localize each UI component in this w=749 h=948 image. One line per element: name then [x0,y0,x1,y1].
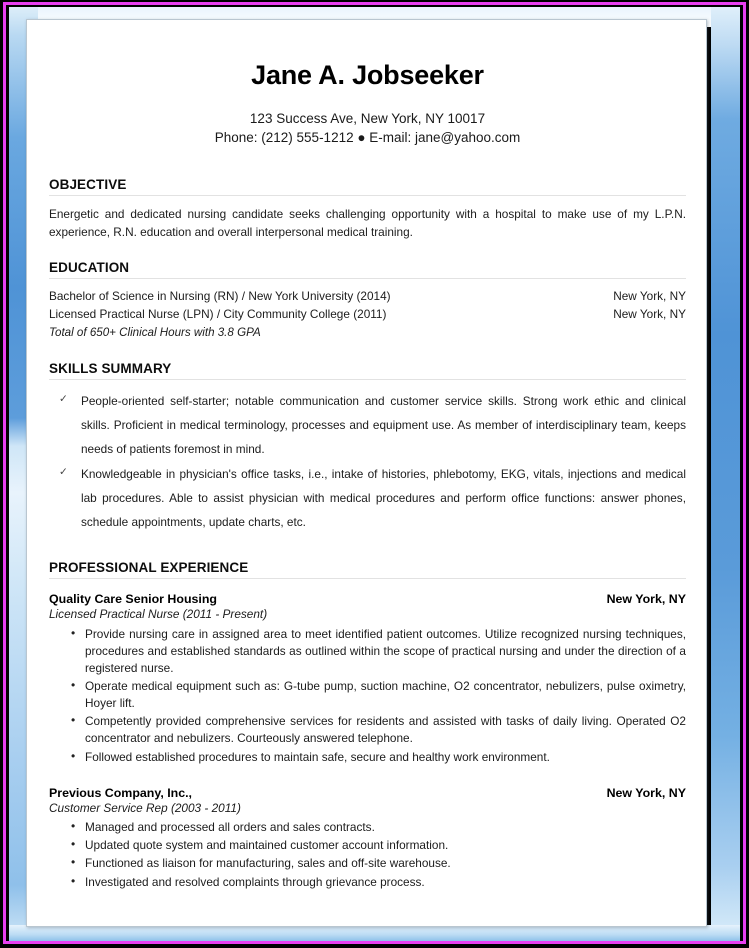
section-skills-summary [49,361,686,534]
check-icon: ✓ [59,465,68,478]
education-location: New York, NY [613,289,686,304]
frame-band-bottom [9,925,740,941]
skill-text: Knowledgeable in physician's office tasks, i.e., intake of histories, phlebotomy, EKG, vitals, injections and medical lab procedures. Able to assist physician with medical procedures and perform office functions: answer phones, schedule appointments, update charts, etc. [81,466,686,529]
job-company: Previous Company, Inc., [49,785,192,800]
education-location: New York, NY [613,307,686,322]
job-location: New York, NY [606,785,686,800]
duty-text: Provide nursing care in assigned area to meet identified patient outcomes. Utilize recognized nursing techniques, procedures and established standards as outlined within the scope of practical nursing and under the direction of a registered nurse. [85,626,686,676]
bullet-icon: • [71,625,76,640]
duty-text: Followed established procedures to maintain safe, secure and healthy work environment. [85,749,550,764]
job-company: Quality Care Senior Housing [49,592,217,607]
section-divider [49,379,686,380]
bullet-icon: • [71,819,76,834]
list-item [49,837,686,854]
duty-text: Operate medical equipment such as: G-tube pump, suction machine, O2 concentrator, nebulizers, pulse oximetry, Hoyer lift. [85,679,686,711]
bullet-icon: • [71,873,76,888]
candidate-name: Jane A. Jobseeker [251,60,484,90]
check-icon: ✓ [59,393,68,406]
duty-text: Functioned as liaison for manufacturing, sales and off-site warehouse. [85,856,451,871]
education-entry [49,306,686,324]
section-education [49,260,686,341]
list-item [49,626,686,677]
job-header [49,786,686,800]
section-divider [49,278,686,279]
resume-page [26,19,707,927]
education-degree: Bachelor of Science in Nursing (RN) / New York University (2014) [49,289,391,304]
list-item [49,389,686,462]
education-note: Total of 650+ Clinical Hours with 3.8 GPA [49,325,261,339]
section-heading-education: EDUCATION [49,260,130,276]
bullet-icon: • [71,678,76,693]
duty-text: Updated quote system and maintained customer account information. [85,838,449,853]
resume-content [27,20,707,927]
objective-paragraph: Energetic and dedicated nursing candidate seeks challenging opportunity with a hospital to make use of my L.P.N. experience, R.N. education and overall interpersonal medical training. [49,206,686,240]
skill-text: People-oriented self-starter; notable communication and customer service skills. Strong work ethic and clinical skills. Proficient in medical terminology, processes and equipment use. As member of interdisciplinary team, keeps needs of patients foremost in mind. [81,394,686,457]
bullet-icon: • [71,748,76,763]
frame-band-right [711,7,740,941]
duty-text: Investigated and resolved complaints through grievance process. [85,874,425,889]
bullet-icon: • [71,855,76,870]
bullet-icon: • [71,837,76,852]
job-location: New York, NY [606,592,686,607]
list-item [49,713,686,747]
education-degree: Licensed Practical Nurse (LPN) / City Community College (2011) [49,307,387,322]
section-professional-experience [49,560,686,891]
list-item [49,819,686,836]
job-entry [49,786,686,891]
candidate-address: 123 Success Ave, New York, NY 10017 [249,110,486,126]
job-duties-list [49,819,686,890]
education-entry [49,288,686,306]
job-entry [49,592,686,765]
job-duties-list [49,626,686,766]
job-header [49,592,686,606]
list-item [49,749,686,766]
duty-text: Managed and processed all orders and sales contracts. [85,820,375,835]
job-title: Customer Service Rep (2003 - 2011) [49,800,241,815]
list-item [49,874,686,891]
section-objective [49,177,686,242]
section-heading-experience: PROFESSIONAL EXPERIENCE [49,560,249,576]
list-item [49,462,686,535]
skills-list [49,389,686,534]
list-item [49,855,686,872]
job-title: Licensed Practical Nurse (2011 - Present) [49,607,268,622]
section-divider [49,578,686,579]
section-heading-skills: SKILLS SUMMARY [49,361,172,377]
section-heading-objective: OBJECTIVE [49,176,127,192]
section-divider [49,195,686,196]
duty-text: Competently provided comprehensive services for residents and assisted with tasks of daily living. Operated O2 concentrator and nebulizers. Courteously answered telephone. [85,714,686,746]
bullet-icon: • [71,713,76,728]
candidate-contact: Phone: (212) 555-1212 ● E-mail: jane@yahoo.com [214,130,521,146]
list-item [49,678,686,712]
